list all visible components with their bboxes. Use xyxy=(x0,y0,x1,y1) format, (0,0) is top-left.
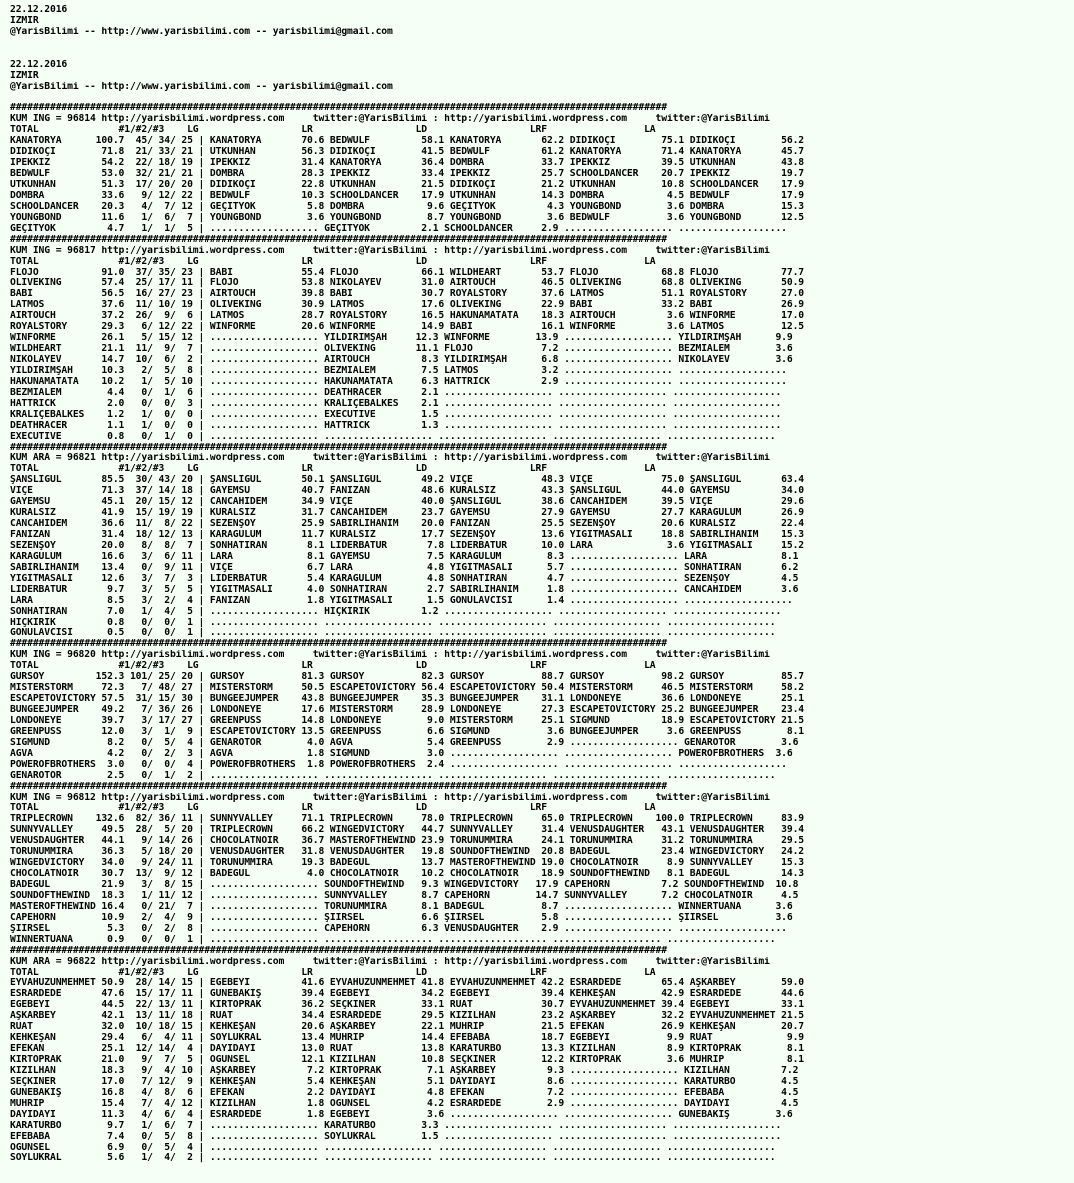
race-row: FLOJO 91.0 37/ 35/ 23 | BABİ 55.4 FLOJO 66.1 WILDHEART 53.7 FLOJO 68.8 FLOJO 77.7 xyxy=(10,267,805,278)
race-row: ESCAPETOVICTORY 57.5 31/ 15/ 30 | BUNGEEJUMPER 43.8 BUNGEEJUMPER 35.3 BUNGEEJUMPER 31.1 LONDONEYE 36.6 LONDONEYE 25.1 xyxy=(10,694,805,705)
race-row: EGEBEYİ 44.5 22/ 13/ 11 | KIRTOPRAK 36.2 SEÇKİNER 33.1 RUAT 30.7 EYVAHUZUNMEHMET 39.4 EGEBEYİ 33.1 xyxy=(10,1000,805,1011)
section-separator: ################################################################################################################### xyxy=(10,639,667,650)
race-row: SOYLUKRAL 5.6 1/ 4/ 2 | ................... ................... ................... ................... ................... xyxy=(10,1153,776,1164)
race-row: WINFORME 26.1 5/ 15/ 12 | ................... YILDIRIMŞAH 12.3 WINFORME 13.9 ................... YILDIRIMŞAH 9.9 xyxy=(10,333,793,344)
race-row: SUNNYVALLEY 49.5 28/ 5/ 20 | TRIPLECROWN 66.2 WINGEDVICTORY 44.7 SUNNYVALLEY 31.4 VENUSDAUGHTER 43.1 VENUSDAUGHTER 39.4 xyxy=(10,825,805,836)
race-header: KUM ING = 96812 http://yarisbilimi.wordpress.com twitter:@YarisBilimi : http://yarisbilimi.wordpress.com twitter:@YarisBilimi xyxy=(10,792,770,803)
header-line: @YarisBilimi -- http://www.yarisbilimi.com -- yarisbilimi@gmail.com xyxy=(10,81,393,92)
race-row: GÜNEBAKIŞ 16.8 4/ 8/ 6 | EFEKAN 2.2 DAYIDAYI 4.8 EFEKAN 7.2 ................... EFEBABA 4.5 xyxy=(10,1087,799,1098)
race-row: POWEROFBROTHERS 3.0 0/ 0/ 4 | POWEROFBROTHERS 1.8 POWEROFBROTHERS 2.4 ................... ................... ................... xyxy=(10,759,787,770)
race-row: KIZILHAN 18.3 9/ 4/ 10 | AŞKARBEY 7.2 KIRTOPRAK 7.1 AŞKARBEY 9.3 ................... KIZILHAN 7.2 xyxy=(10,1065,799,1076)
race-row: EXECUTIVE 0.8 0/ 1/ 0 | ................... ................... ................... ................... ................... xyxy=(10,431,776,442)
race-row: BADEGÜL 21.9 3/ 8/ 15 | ................... SOUNDOFTHEWIND 9.3 WINGEDVICTORY 17.9 CAPEHORN 7.2 SOUNDOFTHEWIND 10.8 xyxy=(10,880,799,890)
header-line: 22.12.2016 xyxy=(10,5,68,15)
race-row: HATTRICK 2.0 0/ 0/ 3 | ................... KRALİÇEBALKES 2.1 ................... ................... ................... xyxy=(10,398,782,409)
header-line: @YarisBilimi -- http://www.yarisbilimi.com -- yarisbilimi@gmail.com xyxy=(10,26,393,37)
race-row: LARA 8.5 3/ 2/ 4 | FANİZAN 1.8 YİĞİTMASALI 1.5 GONULAVCISI 1.4 ................... ................... xyxy=(10,595,793,606)
header-line: IZMIR xyxy=(10,15,39,26)
race-header: KUM ARA = 96821 http://yarisbilimi.wordpress.com twitter:@YarisBilimi : http://yarisbilimi.wordpress.com twitter:@YarisBilimi xyxy=(10,453,770,464)
race-row: BEDWULF 53.0 32/ 21/ 21 | DOMBRA 28.3 İPEKKIZ 33.4 İPEKKIZ 25.7 SCHOOLDANCER 20.7 İPEKKIZ 19.7 xyxy=(10,169,805,180)
race-row: DİDİKOÇİ 71.8 21/ 33/ 21 | UTKUNHAN 56.3 DİDİKOÇİ 41.5 BEDWULF 61.2 KANATORYA 71.4 KANATORYA 45.7 xyxy=(10,147,805,158)
race-row: KRALİÇEBALKES 1.2 1/ 0/ 0 | ................... EXECUTIVE 1.5 ................... ................... ................... xyxy=(10,409,782,420)
race-row: HIÇKIRIK 0.8 0/ 0/ 1 | ................... ................... ................... ................... ................... xyxy=(10,617,776,628)
section-separator: ################################################################################################################### xyxy=(10,945,667,956)
race-row: KIRTOPRAK 21.0 9/ 7/ 5 | OGÜNSEL 12.1 KIZILHAN 10.8 SEÇKİNER 12.2 KIRTOPRAK 3.6 MUHRİP 8.1 xyxy=(10,1055,805,1065)
header-line: 22.12.2016 xyxy=(10,59,68,70)
race-row: KARAGÜLÜM 16.6 3/ 6/ 11 | LARA 8.1 GAYEMSU 7.5 KARAGÜLÜM 8.3 ................... LARA 8.1 xyxy=(10,551,799,562)
race-row: SIGMUND 8.2 0/ 5/ 4 | GENAROTOR 4.0 AGVA 5.4 GREENPUSS 2.9 ................... GENAROTOR 3.6 xyxy=(10,737,799,748)
column-headers: TOTAL #1/#2/#3 LG LR LD LRF LA xyxy=(10,256,656,267)
race-row: OGÜNSEL 6.9 0/ 5/ 4 | ................... ................... ................... ................... ................... xyxy=(10,1142,776,1153)
race-row: LİDERBATUR 9.7 3/ 5/ 5 | YİĞİTMASALI 4.0 SONHATIRAN 2.7 SABIRLIHANIM 1.8 ................... CANCAHİDEM 3.6 xyxy=(10,584,799,595)
race-row: WILDHEART 21.1 11/ 9/ 7 | ................... OLIVEKING 11.1 FLOJO 7.2 ................... BEZMİALEM 3.6 xyxy=(10,344,793,355)
race-row: UTKUNHAN 51.3 17/ 20/ 20 | DİDİKOÇİ 22.8 UTKUNHAN 21.5 DİDİKOÇİ 21.2 UTKUNHAN 10.8 SCHOOLDANCER 17.9 xyxy=(10,180,805,190)
race-header: KUM ARA = 96822 http://yarisbilimi.wordpress.com twitter:@YarisBilimi : http://yarisbilimi.wordpress.com twitter:@YarisBilimi xyxy=(10,956,770,967)
race-row: AGVA 4.2 0/ 2/ 3 | AGVA 1.8 SIGMUND 3.0 ................... ................... POWEROFBROTHERS 3.6 xyxy=(10,748,793,759)
column-headers: TOTAL #1/#2/#3 LG LR LD LRF LA xyxy=(10,464,656,475)
race-row: DOMBRA 33.6 9/ 12/ 22 | BEDWULF 10.3 SCHOOLDANCER 17.9 UTKUNHAN 14.3 DOMBRA 4.5 BEDWULF 17.9 xyxy=(10,190,805,201)
race-row: MASTEROFTHEWIND 16.4 0/ 21/ 7 | ................... TORUNUMMİRA 8.1 BADEGÜL 8.7 ................... WINNERTUANA 3.6 xyxy=(10,901,793,912)
race-row: AŞKARBEY 42.1 13/ 11/ 18 | RUAT 34.4 ESRARDEDE 29.5 KIZILHAN 23.2 AŞKARBEY 32.2 EYVAHUZUNMEHMET 21.5 xyxy=(10,1011,805,1022)
race-row: SONHATIRAN 7.0 1/ 4/ 5 | ................... HIÇKIRIK 1.2 ................... ................... ................... xyxy=(10,606,782,617)
race-row: EFEKAN 25.1 12/ 14/ 4 | DAYIDAYI 13.0 RUAT 13.8 KARATURBO 13.3 KIZILHAN 8.9 KIRTOPRAK 8.1 xyxy=(10,1044,805,1055)
race-row: FANİZAN 31.4 18/ 12/ 13 | KARAGÜLÜM 11.7 KURALSIZ 17.7 SEZENŞOY 13.6 YİĞİTMASALI 18.8 SABIRLIHANIM 15.3 xyxy=(10,530,805,540)
race-row: KANATORYA 100.7 45/ 34/ 25 | KANATORYA 70.6 BEDWULF 58.1 KANATORYA 62.2 DİDİKOÇİ 75.1 DİDİKOÇİ 56.2 xyxy=(10,136,805,147)
race-row: MUHRİP 15.4 7/ 4/ 12 | KIZILHAN 1.8 OGÜNSEL 4.2 ESRARDEDE 2.9 ................... DAYIDAYI 4.5 xyxy=(10,1098,799,1109)
race-row: YİĞİTMASALI 12.6 3/ 7/ 3 | LİDERBATUR 5.4 KARAGÜLÜM 4.8 SONHATIRAN 4.7 ................... SEZENŞOY 4.5 xyxy=(10,573,799,584)
race-row: RUAT 32.0 10/ 18/ 15 | KEHKEŞAN 20.6 AŞKARBEY 22.1 MUHRİP 21.5 EFEKAN 26.9 KEHKEŞAN 20.7 xyxy=(10,1022,805,1033)
section-separator: ################################################################################################################### xyxy=(10,103,667,114)
race-row: SCHOOLDANCER 20.3 4/ 7/ 12 | GEÇİTYOK 5.8 DOMBRA 9.6 GEÇİTYOK 4.3 YOUNGBOND 3.6 DOMBRA 15.3 xyxy=(10,201,805,212)
race-row: ESRARDEDE 47.6 15/ 17/ 11 | GÜNEBAKIŞ 39.4 EGEBEYİ 34.2 EGEBEYİ 39.4 KEHKEŞAN 42.9 ESRARDEDE 44.6 xyxy=(10,989,805,1000)
race-row: EFEBABA 7.4 0/ 5/ 8 | ................... SOYLUKRAL 1.5 ................... ................... ................... xyxy=(10,1131,782,1142)
race-row: WINNERTUANA 0.9 0/ 0/ 1 | ................... ................... ................... ................... ................... xyxy=(10,934,776,945)
race-row: DEATHRACER 1.1 1/ 0/ 0 | ................... HATTRICK 1.3 ................... ................... ................... xyxy=(10,420,782,431)
race-row: VİÇE 71.3 37/ 14/ 18 | GAYEMSU 40.7 FANİZAN 48.6 KURALSIZ 43.3 ŞANSLIGÜL 44.0 GAYEMSU 34.0 xyxy=(10,486,805,497)
race-row: SEÇKİNER 17.0 7/ 12/ 9 | KEHKEŞAN 5.4 KEHKEŞAN 5.1 DAYIDAYI 8.6 ................... KARATURBO 4.5 xyxy=(10,1076,799,1087)
race-row: GREENPUSS 12.0 3/ 1/ 9 | ESCAPETOVICTORY 13.5 GREENPUSS 6.6 SIGMUND 3.6 BUNGEEJUMPER 3.6 GREENPUSS 8.1 xyxy=(10,726,805,737)
section-separator: ################################################################################################################### xyxy=(10,234,667,245)
race-row: WINGEDVICTORY 34.0 9/ 24/ 11 | TORUNUMMİRA 19.3 BADEGÜL 13.7 MASTEROFTHEWIND 19.0 CHOCOLATNOIR 8.9 SUNNYVALLEY 15.3 xyxy=(10,858,805,869)
race-row: BABİ 56.5 16/ 27/ 23 | AIRTOUCH 39.8 BABİ 30.7 ROYALSTORY 37.6 LATMOS 51.1 ROYALSTORY 27.0 xyxy=(10,289,805,300)
race-row: GENAROTOR 2.5 0/ 1/ 2 | ................... ................... ................... ................... ................... xyxy=(10,770,776,781)
race-row: EYVAHUZUNMEHMET 50.9 28/ 14/ 15 | EGEBEYİ 41.6 EYVAHUZUNMEHMET 41.8 EYVAHUZUNMEHMET 42.2 ESRARDEDE 65.4 AŞKARBEY 59.0 xyxy=(10,978,805,989)
race-row: BUNGEEJUMPER 49.2 7/ 36/ 26 | LONDONEYE 17.6 MISTERSTORM 28.9 LONDONEYE 27.3 ESCAPETOVICTORY 25.2 BUNGEEJUMPER 23.4 xyxy=(10,705,805,715)
race-row: GEÇİTYOK 4.7 1/ 1/ 5 | ................... GEÇİTYOK 2.1 SCHOOLDANCER 2.9 ................... ................... xyxy=(10,223,787,234)
header-line xyxy=(10,49,1070,60)
header-line xyxy=(10,93,1070,104)
race-row: TORUNUMMİRA 36.3 5/ 18/ 20 | VENUSDAUGHTER 31.8 VENUSDAUGHTER 19.8 SOUNDOFTHEWIND 20.8 BADEGÜL 23.4 WINGEDVICTORY 24.2 xyxy=(10,847,805,858)
race-row: AIRTOUCH 37.2 26/ 9/ 6 | LATMOS 28.7 ROYALSTORY 16.5 HAKUNAMATATA 18.3 AIRTOUCH 3.6 WINFORME 17.0 xyxy=(10,311,805,322)
race-row: CANCAHİDEM 36.6 11/ 8/ 22 | SEZENŞOY 25.9 SABIRLIHANIM 20.0 FANİZAN 25.5 SEZENŞOY 20.6 KURALSIZ 22.4 xyxy=(10,519,805,530)
race-row: LATMOS 37.6 11/ 10/ 19 | OLIVEKING 30.9 LATMOS 17.6 OLIVEKING 22.9 BABİ 33.2 BABİ 26.9 xyxy=(10,300,805,311)
race-row: SOUNDOFTHEWIND 18.3 1/ 11/ 12 | ................... SUNNYVALLEY 8.7 CAPEHORN 14.7 SUNNYVALLEY 7.2 CHOCOLATNOIR 4.5 xyxy=(10,890,799,901)
race-row: CHOCOLATNOIR 30.7 13/ 9/ 12 | BADEGÜL 4.0 CHOCOLATNOIR 10.2 CHOCOLATNOIR 18.9 SOUNDOFTHEWIND 8.1 BADEGÜL 14.3 xyxy=(10,869,805,880)
race-row: SEZENŞOY 20.0 8/ 8/ 7 | SONHATIRAN 8.1 LİDERBATUR 7.8 LİDERBATUR 10.0 LARA 3.6 YİĞİTMASALI 15.2 xyxy=(10,540,805,551)
race-row: GÜRSOY 152.3 101/ 25/ 20 | GÜRSOY 81.3 GÜRSOY 82.3 GÜRSOY 88.7 GÜRSOY 98.2 GÜRSOY 85.7 xyxy=(10,672,805,683)
race-header: KUM ING = 96814 http://yarisbilimi.wordpress.com twitter:@YarisBilimi : http://yarisbilimi.wordpress.com twitter:@YarisBilimi xyxy=(10,114,770,125)
race-row: LONDONEYE 39.7 3/ 17/ 27 | GREENPUSS 14.8 LONDONEYE 9.0 MISTERSTORM 25.1 SIGMUND 18.9 ESCAPETOVICTORY 21.5 xyxy=(10,715,805,726)
column-headers: TOTAL #1/#2/#3 LG LR LD LRF LA xyxy=(10,967,656,978)
race-row: YOUNGBOND 11.6 1/ 6/ 7 | YOUNGBOND 3.6 YOUNGBOND 8.7 YOUNGBOND 3.6 BEDWULF 3.6 YOUNGBOND 12.5 xyxy=(10,212,805,223)
race-row: HAKUNAMATATA 10.2 1/ 5/ 10 | ................... HAKUNAMATATA 6.3 HATTRICK 2.9 ................... ................... xyxy=(10,376,787,387)
column-headers: TOTAL #1/#2/#3 LG LR LD LRF LA xyxy=(10,661,656,672)
race-row: VENUSDAUGHTER 44.1 9/ 14/ 26 | CHOCOLATNOIR 36.7 MASTEROFTHEWIND 23.9 TORUNUMMİRA 24.1 TORUNUMMİRA 31.2 TORUNUMMİRA 29.5 xyxy=(10,836,805,847)
race-row: KURALSIZ 41.9 15/ 19/ 19 | KURALSIZ 31.7 CANCAHİDEM 23.7 GAYEMSU 27.9 GAYEMSU 27.7 KARAGÜLÜM 26.9 xyxy=(10,508,805,519)
race-row: GAYEMSU 45.1 20/ 15/ 12 | CANCAHİDEM 34.9 VİÇE 40.0 ŞANSLIGÜL 38.6 CANCAHİDEM 39.5 VİÇE 29.6 xyxy=(10,497,805,508)
race-row: BEZMİALEM 4.4 0/ 1/ 6 | ................... DEATHRACER 2.1 ................... ................... ................... xyxy=(10,387,782,398)
race-row: MISTERSTORM 72.3 7/ 48/ 27 | MISTERSTORM 50.5 ESCAPETOVICTORY 56.4 ESCAPETOVICTORY 50.4 MISTERSTORM 46.5 MISTERSTORM 58.2 xyxy=(10,683,805,694)
header-line: IZMIR xyxy=(10,70,39,81)
race-row: YILDIRIMŞAH 10.3 2/ 5/ 8 | ................... BEZMİALEM 7.5 LATMOS 3.2 ................... ................... xyxy=(10,365,787,376)
race-row: KEHKEŞAN 29.4 6/ 4/ 11 | SOYLUKRAL 13.4 MUHRİP 14.4 EFEBABA 18.7 EGEBEYİ 9.9 RUAT 9.9 xyxy=(10,1033,805,1044)
race-header: KUM ING = 96817 http://yarisbilimi.wordpress.com twitter:@YarisBilimi : http://yarisbilimi.wordpress.com twitter:@YarisBilimi xyxy=(10,245,770,256)
race-row: ŞİİRSEL 5.3 0/ 2/ 8 | ................... CAPEHORN 6.3 VENUSDAUGHTER 2.9 ................... ................... xyxy=(10,923,787,934)
race-row: GONULAVCISI 0.5 0/ 0/ 1 | ................... ................... ................... ................... ................... xyxy=(10,628,776,639)
results-text-document xyxy=(10,5,1070,1164)
race-row: İPEKKIZ 54.2 22/ 18/ 19 | İPEKKIZ 31.4 KANATORYA 36.4 DOMBRA 33.7 İPEKKIZ 39.5 UTKUNHAN 43.8 xyxy=(10,158,805,169)
race-row: ROYALSTORY 29.3 6/ 12/ 22 | WINFORME 20.6 WINFORME 14.9 BABİ 16.1 WINFORME 3.6 LATMOS 12.5 xyxy=(10,322,805,333)
race-row: SABIRLIHANIM 13.4 0/ 9/ 11 | VİÇE 6.7 LARA 4.8 YİĞİTMASALI 5.7 ................... SONHATIRAN 6.2 xyxy=(10,562,799,573)
header-line xyxy=(10,38,1070,49)
column-headers: TOTAL #1/#2/#3 LG LR LD LRF LA xyxy=(10,803,656,814)
section-separator: ################################################################################################################### xyxy=(10,442,667,453)
race-row: CAPEHORN 10.9 2/ 4/ 9 | ................... ŞİİRSEL 6.6 ŞİİRSEL 5.8 ................... ŞİİRSEL 3.6 xyxy=(10,912,793,923)
race-row: OLIVEKING 57.4 25/ 17/ 11 | FLOJO 53.8 NIKOLAYEV 31.0 AIRTOUCH 46.5 OLIVEKING 68.8 OLIVEKING 50.9 xyxy=(10,278,805,289)
race-row: NIKOLAYEV 14.7 10/ 6/ 2 | ................... AIRTOUCH 8.3 YILDIRIMŞAH 6.8 ................... NIKOLAYEV 3.6 xyxy=(10,355,793,365)
race-row: TRIPLECROWN 132.6 82/ 36/ 11 | SUNNYVALLEY 71.1 TRIPLECROWN 78.0 TRIPLECROWN 65.0 TRIPLECROWN 100.0 TRIPLECROWN 83.9 xyxy=(10,814,805,825)
race-row: DAYIDAYI 11.3 4/ 6/ 4 | ESRARDEDE 1.8 EGEBEYİ 3.6 ................... ................... GÜNEBAKIŞ 3.6 xyxy=(10,1109,793,1120)
race-row: KARATURBO 9.7 1/ 6/ 7 | ................... KARATURBO 3.3 ................... ................... ................... xyxy=(10,1120,782,1131)
race-header: KUM ING = 96820 http://yarisbilimi.wordpress.com twitter:@YarisBilimi : http://yarisbilimi.wordpress.com twitter:@YarisBilimi xyxy=(10,650,770,661)
section-separator: ################################################################################################################### xyxy=(10,781,667,792)
race-row: ŞANSLIGÜL 85.5 30/ 43/ 20 | ŞANSLIGÜL 50.1 ŞANSLIGÜL 49.2 VİÇE 48.3 VİÇE 75.0 ŞANSLIGÜL 63.4 xyxy=(10,475,805,486)
column-headers: TOTAL #1/#2/#3 LG LR LD LRF LA xyxy=(10,125,656,136)
